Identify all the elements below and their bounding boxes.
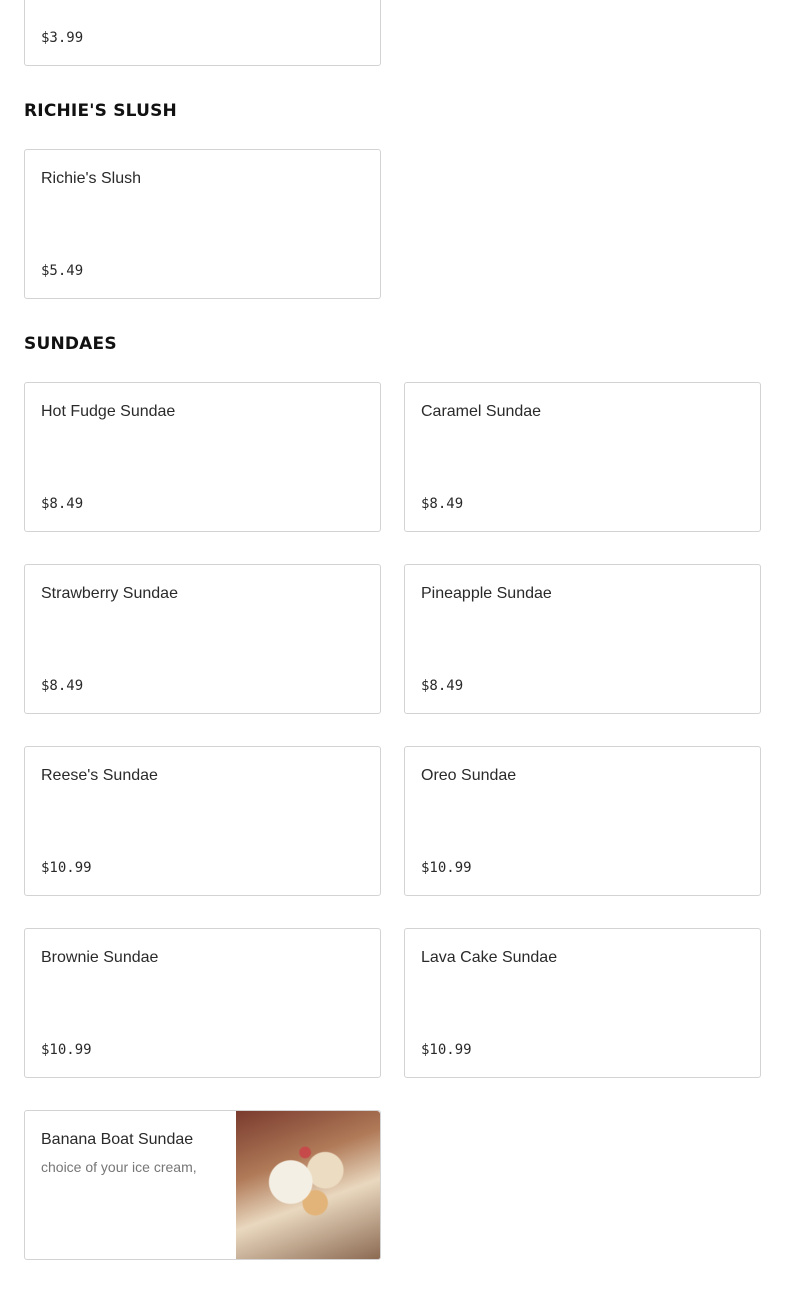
menu-item-name: Caramel Sundae bbox=[421, 403, 542, 420]
menu-item-card[interactable] bbox=[24, 1110, 381, 1260]
menu-item-price: $5.49 bbox=[41, 263, 84, 279]
menu-section-sundaes bbox=[24, 335, 761, 1260]
menu-item-card[interactable] bbox=[24, 746, 381, 896]
menu-item-price: $8.49 bbox=[41, 678, 84, 694]
menu-item-name: Richie's Slush bbox=[41, 170, 141, 187]
menu-item-price: $10.99 bbox=[41, 1042, 92, 1058]
menu-item-name: Oreo Sundae bbox=[421, 767, 517, 784]
menu-item-price: $8.49 bbox=[421, 496, 464, 512]
menu-item-price: $10.99 bbox=[41, 860, 92, 876]
menu-item-card[interactable] bbox=[404, 746, 761, 896]
menu-item-price: $3.99 bbox=[41, 30, 84, 46]
menu-item-card[interactable] bbox=[24, 382, 381, 532]
section-title: SUNDAES bbox=[24, 334, 117, 354]
menu-item-name: Brownie Sundae bbox=[41, 949, 159, 966]
menu-item-card[interactable] bbox=[404, 928, 761, 1078]
menu-item-description: choice of your ice cream, bbox=[41, 1159, 197, 1175]
menu-item-price: $10.99 bbox=[421, 860, 472, 876]
menu-item-card[interactable] bbox=[24, 149, 381, 299]
menu-item-name: Pineapple Sundae bbox=[421, 585, 552, 602]
menu-item-card[interactable] bbox=[404, 382, 761, 532]
menu-item-name: Hot Fudge Sundae bbox=[41, 403, 176, 420]
menu-grid bbox=[24, 0, 761, 66]
menu-section-previous bbox=[24, 0, 761, 66]
menu-item-price: $8.49 bbox=[421, 678, 464, 694]
menu-section-richies-slush bbox=[24, 102, 761, 299]
menu-item-name: Reese's Sundae bbox=[41, 767, 158, 784]
menu-item-price: $10.99 bbox=[421, 1042, 472, 1058]
menu-grid bbox=[24, 149, 761, 299]
section-title: RICHIE'S SLUSH bbox=[24, 101, 177, 121]
menu-item-card[interactable] bbox=[24, 928, 381, 1078]
menu-item-name: Strawberry Sundae bbox=[41, 585, 178, 602]
menu-item-name: Lava Cake Sundae bbox=[421, 949, 558, 966]
menu-item-price: $8.49 bbox=[41, 496, 84, 512]
menu-page bbox=[24, 0, 761, 1296]
menu-grid bbox=[24, 382, 761, 1260]
menu-item-card[interactable] bbox=[24, 564, 381, 714]
menu-item-name: Banana Boat Sundae bbox=[41, 1131, 194, 1148]
menu-item-photo bbox=[236, 1111, 380, 1259]
menu-item-card[interactable] bbox=[404, 564, 761, 714]
menu-item-card[interactable] bbox=[24, 0, 381, 66]
